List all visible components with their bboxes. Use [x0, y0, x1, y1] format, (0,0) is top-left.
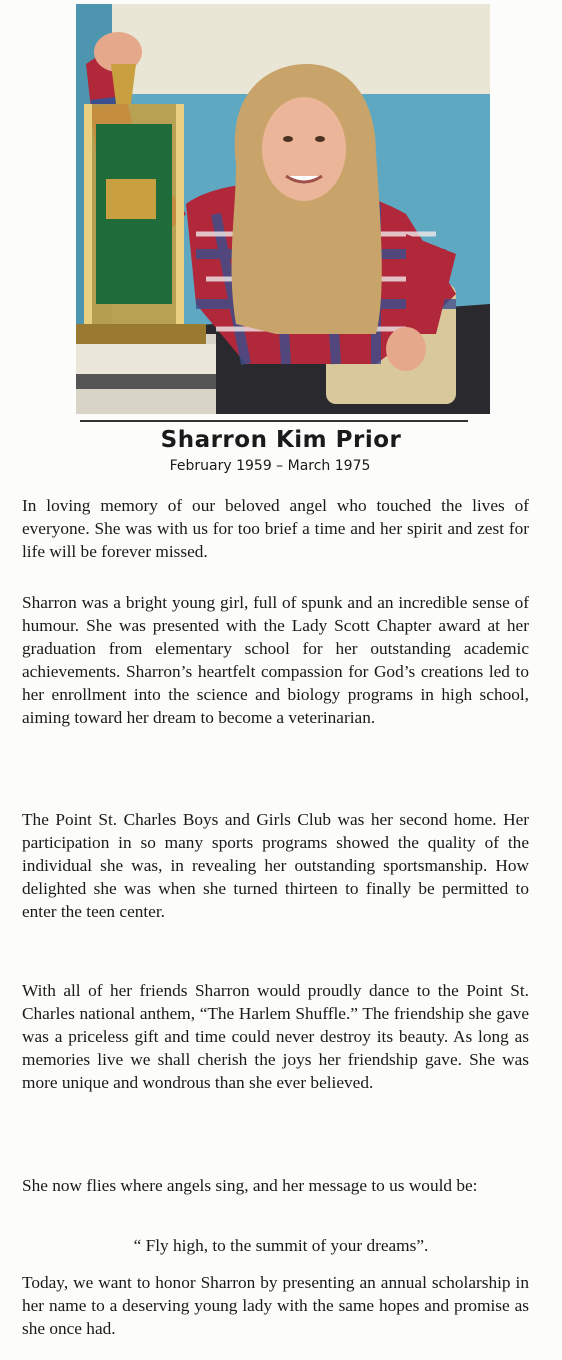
photo-illustration — [76, 4, 490, 414]
divider-rule — [80, 420, 468, 422]
memorial-dates: February 1959 – March 1975 — [169, 458, 371, 474]
paragraph-3: The Point St. Charles Boys and Girls Club was her second home. Her participation in so many sports programs showed the quality of the individual she was, in revealing her outstanding sportsmanship. How delighted she was when she turned thirteen to finally be permitted to enter the teen center. — [22, 810, 529, 921]
memorial-quote: “ Fly high, to the summit of your dreams”. — [133, 1236, 429, 1255]
paragraph-2: Sharron was a bright young girl, full of spunk and an incredible sense of humour. She was presented with the Lady Scott Chapter award at her graduation from elementary school for her outstanding academic achievements. Sharron’s heartfelt compassion for God’s creations led to her enrollment into the science and biology programs in high school, aiming toward her dream to become a veterinarian. — [22, 593, 529, 727]
memorial-photo — [76, 4, 490, 414]
closing-paragraph: Today, we want to honor Sharron by presenting an annual scholarship in her name to a deserving young lady with the same hopes and promise as she once had. — [22, 1273, 529, 1338]
paragraph-5: She now flies where angels sing, and her message to us would be: — [22, 1176, 478, 1195]
paragraph-4: With all of her friends Sharron would proudly dance to the Point St. Charles national anthem, “The Harlem Shuffle.” The friendship she gave was a priceless gift and time could never destroy its beauty. As long as memories live we shall cherish the joys her friendship gave. She was more unique and wondrous than she ever believed. — [22, 981, 529, 1092]
memorial-name: Sharron Kim Prior — [160, 427, 402, 453]
paragraph-1: In loving memory of our beloved angel who touched the lives of everyone. She was with us for too brief a time and her spirit and zest for life will be forever missed. — [22, 496, 529, 561]
